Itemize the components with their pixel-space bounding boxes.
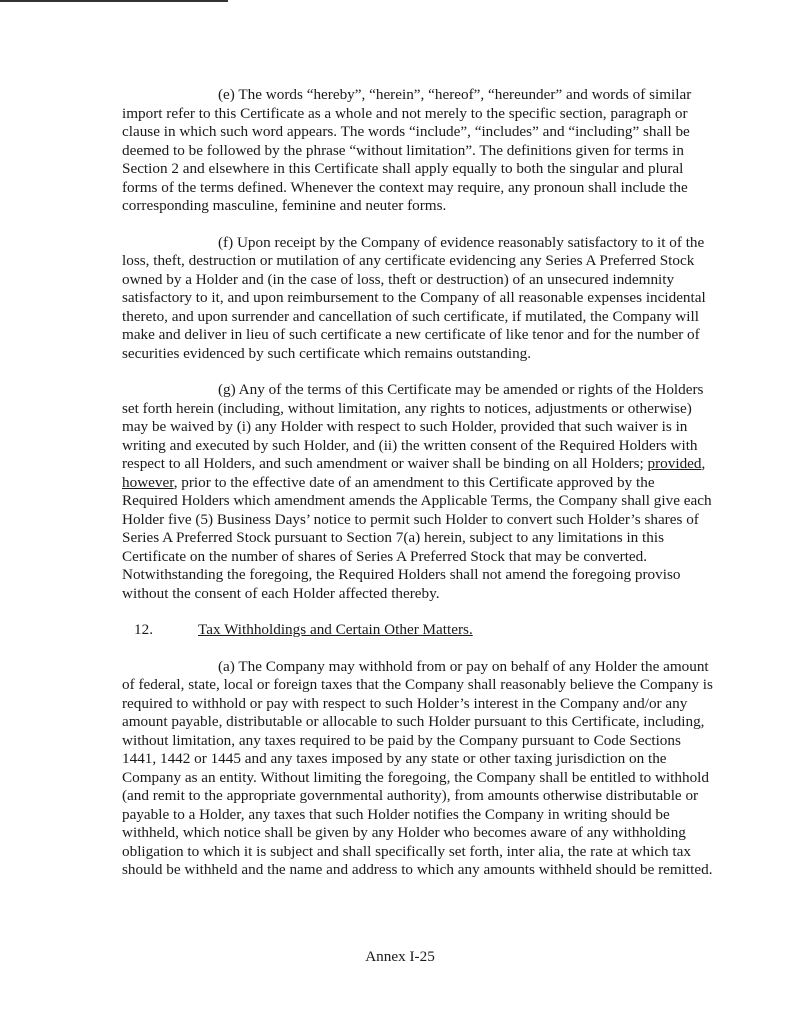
document-body bbox=[122, 86, 714, 898]
paragraph-g bbox=[122, 381, 714, 603]
paragraph-f: (f) Upon receipt by the Company of evidence reasonably satisfactory to it of the loss, theft, destruction or mutilation of any certificate evidencing any Series A Preferred Stock owned by a Holder and (in the case of loss, theft or destruction) of an unsecured indemnity satisfactory to it, and upon reimbursement to the Company of all reasonable expenses incidental thereto, and upon surrender and cancellation of such certificate, if mutilated, the Company will make and deliver in lieu of such certificate a new certificate of like tenor and for the number of securities evidenced by such certificate which remains outstanding. bbox=[122, 233, 706, 362]
paragraph-g-part1: (g) Any of the terms of this Certificate may be amended or rights of the Holders set forth herein (including, without limitation, any rights to notices, adjustments or otherwise) may be waived by (i) any Holder with respect to such Holder, provided that such waiver is in writing and executed by such Holder, and (ii) the written consent of the Required Holders with respect to all Holders, and such amendment or waiver shall be binding on all Holders; bbox=[122, 381, 704, 472]
section-number: 12. bbox=[134, 621, 153, 638]
section-title: Tax Withholdings and Certain Other Matters. bbox=[198, 621, 473, 638]
paragraph-a: (a) The Company may withhold from or pay on behalf of any Holder the amount of federal, state, local or foreign taxes that the Company shall reasonably believe the Company is required to withhold or pay with respect to such Holder’s interest in the Company and/or any amount payable, distributable or allocable to such Holder pursuant to this Certificate, including, without limitation, any taxes required to be paid by the Company pursuant to Code Sections 1441, 1442 or 1445 and any taxes imposed by any state or other taxing jurisdiction on the Company as an entity. Without limiting the foregoing, the Company shall be entitled to withhold (and remit to the appropriate governmental authority), from amounts otherwise distributable or payable to a Holder, any taxes that such Holder notifies the Company in writing should be withheld, which notice shall be given by any Holder who becomes aware of any withholding obligation to which it is subject and shall specifically set forth, inter alia, the rate at which tax should be withheld and the name and address to which any amounts withheld should be remitted. bbox=[122, 657, 713, 878]
paragraph-g-part2: , prior to the effective date of an amendment to this Certificate approved by the Required Holders which amendment amends the Applicable Terms, the Company shall give each Holder five (5) Business Days’ notice to permit such Holder to convert such Holder’s shares of Series A Preferred Stock pursuant to Section 7(a) herein, subject to any limitations in this Certificate on the number of shares of Series A Preferred Stock that may be converted. Notwithstanding the foregoing, the Required Holders shall not amend the foregoing proviso without the consent of each Holder affected thereby. bbox=[122, 473, 712, 602]
top-rule bbox=[0, 0, 228, 2]
paragraph-g-separator: , bbox=[701, 455, 706, 472]
page-footer: Annex I-25 bbox=[365, 948, 435, 965]
provided-term: provided bbox=[647, 455, 702, 472]
section-12-heading bbox=[122, 621, 714, 640]
however-term: however bbox=[122, 473, 174, 491]
paragraph-e: (e) The words “hereby”, “herein”, “hereof”, “hereunder” and words of similar import refer to this Certificate as a whole and not merely to the specific section, paragraph or clause in which such word appears. The words “include”, “includes” and “including” shall be deemed to be followed by the phrase “without limitation”. The definitions given for terms in Section 2 and elsewhere in this Certificate shall apply equally to both the singular and plural forms of the terms defined. Whenever the context may require, any pronoun shall include the corresponding masculine, feminine and neuter forms. bbox=[122, 86, 692, 214]
